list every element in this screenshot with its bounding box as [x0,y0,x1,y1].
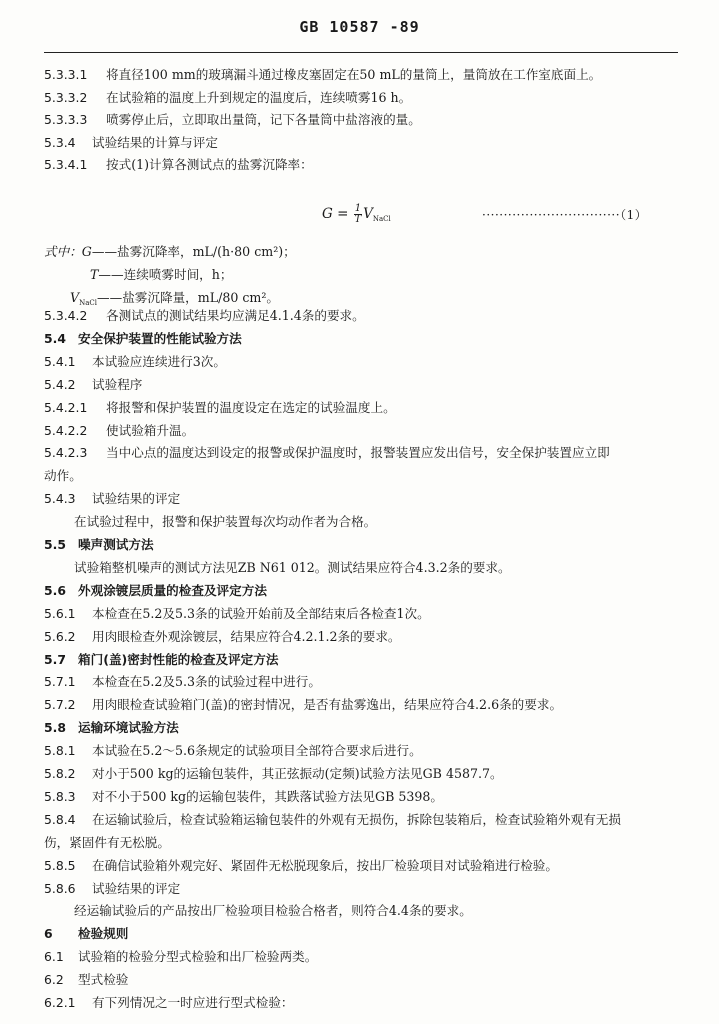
clause-text: 外观涂镀层质量的检查及评定方法 [78,582,267,598]
clause-text: 型式检验 [78,972,129,988]
text-line [44,308,365,324]
clause-number: 5.6 [44,582,66,598]
clause-number: 5.4.2.1 [44,399,88,415]
text-line [44,720,179,736]
text-line [44,377,142,393]
text-line [44,90,411,106]
text-line [44,926,128,942]
text-line [44,400,396,416]
clause-text: 试验程序 [92,376,143,392]
clause-text: 安全保护装置的性能试验方法 [78,330,242,346]
text-line [44,674,321,690]
clause-number: 5.7.2 [44,697,76,713]
clause-text: 喷雾停止后，立即取出量筒，记下各量筒中盐溶液的量。 [106,112,421,128]
clause-text: 各测试点的测试结果均应满足4.1.4条的要求。 [106,308,365,323]
clause-number: 5.8.5 [44,857,76,873]
clause-number: 6.1 [44,949,64,965]
clause-number: 5.8.1 [44,743,76,759]
formula-number: （1） [620,208,648,222]
definition-line [70,287,279,307]
text-line [44,491,180,507]
clause-text: 动作。 [44,468,82,484]
text-line [44,157,313,173]
clause-number: 6.2 [44,972,64,988]
text-line [44,583,267,599]
clause-text: 伤，紧固件有无松脱。 [44,834,170,850]
clause-number: 5.8.2 [44,766,76,781]
clause-number: 5.3.4.1 [44,157,88,173]
text-line [44,789,443,805]
clause-number: 5.4.2.3 [44,445,88,461]
clause-number: 6 [44,926,53,942]
clause-text: 按式(1)计算各测试点的盐雾沉降率： [106,157,313,173]
clause-text: 检验规则 [78,926,129,942]
clause-number: 5.4.2.2 [44,422,88,438]
text-line [44,135,218,151]
formula-leader [482,206,647,223]
text-line [44,697,562,713]
text-line [44,67,601,83]
clause-text: 当中心点的温度达到设定的报警或保护温度时，报警装置应发出信号，安全保护装置应立即 [106,445,610,461]
clause-text: 在试验过程中，报警和保护装置每次均动作者为合格。 [74,514,377,530]
clause-number: 5.8.6 [44,880,76,896]
frac-den: T [354,214,362,225]
definition-symbol: V [70,290,80,305]
clause-text: 使试验箱升温。 [106,422,195,438]
frac-num: 1 [354,203,362,214]
clause-text: 用肉眼检查试验箱门(盖)的密封情况，是否有盐雾逸出，结果应符合4.2.6条的要求。 [92,697,563,713]
clause-text: 对不小于500 kg的运输包装件，其跌落试验方法见GB 5398。 [92,788,443,804]
clause-text: 试验结果的计算与评定 [92,134,218,150]
clause-text: 用肉眼检查外观涂镀层，结果应符合4.2.1.2条的要求。 [92,628,401,644]
clause-text: 试验箱的检验分型式检验和出厂检验两类。 [78,949,318,965]
clause-number: 5.8.4 [44,811,76,827]
clause-text: 试验结果的评定 [92,880,181,896]
text-line [44,606,430,622]
text-line [44,652,278,668]
clause-number: 5.4.3 [44,491,76,507]
text-line [44,972,128,988]
clause-number: 5.6.1 [44,605,76,621]
definition-symbol: 式中：G [44,244,92,259]
page-header: GB 10587 -89 [299,18,420,36]
clause-text: 本检查在5.2及5.3条的试验开始前及全部结束后各检查1次。 [92,605,430,621]
text-line [44,812,621,828]
text-line [44,629,401,645]
definition-text: ——连续喷雾时间，h； [98,267,233,282]
clause-text: 噪声测试方法 [78,537,154,552]
clause-text: 在运输试验后，检查试验箱运输包装件的外观有无损伤，拆除包装箱后，检查试验箱外观有无损 [92,811,621,827]
definition-text: ——盐雾沉降率，mL/(h·80 cm²)； [91,244,296,259]
formula-dots: ································ [482,208,621,222]
definition-text: ——盐雾沉降量，mL/80 cm²。 [97,290,279,305]
clause-number: 5.8 [44,720,66,736]
clause-number: 5.7.1 [44,674,76,690]
clause-number: 5.3.3.3 [44,112,88,128]
text-line [74,514,376,530]
text-line [44,423,194,439]
text-line [44,112,421,128]
clause-text: 在确信试验箱外观完好、紧固件无松脱现象后，按出厂检验项目对试验箱进行检验。 [92,857,558,873]
clause-number: 5.7 [44,651,66,667]
clause-number: 5.3.3.1 [44,67,88,82]
formula-lhs: G [322,206,333,222]
definition-line [90,264,232,283]
text-line [44,537,154,553]
text-line [44,743,422,759]
text-line [74,903,472,919]
clause-number: 5.4.2 [44,376,76,392]
header-rule [44,52,678,53]
clause-text: 本试验在5.2～5.6条规定的试验项目全部符合要求后进行。 [92,743,422,759]
text-line [44,766,503,782]
clause-text: 有下列情况之一时应进行型式检验： [92,995,294,1010]
text-line [44,468,82,484]
clause-text: 经运输试验后的产品按出厂检验项目检验合格者，则符合4.4条的要求。 [74,903,472,919]
text-line [74,560,511,576]
text-line [44,445,610,461]
definition-symbol: T [90,267,99,282]
clause-number: 5.3.4.2 [44,308,88,323]
text-line [44,835,170,851]
clause-number: 5.3.3.2 [44,89,88,105]
text-line [44,881,180,897]
text-line [44,331,242,347]
text-line [44,949,317,965]
formula-1 [322,204,391,225]
clause-text: 本检查在5.2及5.3条的试验过程中进行。 [92,674,321,690]
clause-text: 在试验箱的温度上升到规定的温度后，连续喷雾16 h。 [106,89,412,105]
clause-number: 5.6.2 [44,628,76,644]
definition-line [44,241,296,260]
clause-text: 将报警和保护装置的温度设定在选定的试验温度上。 [106,399,396,415]
clause-number: 5.5 [44,537,66,552]
clause-number: 5.4.1 [44,353,76,369]
formula-rhs-sub: NaCl [372,215,391,223]
text-line [44,858,558,874]
clause-number: 5.3.4 [44,134,76,150]
formula-eq: = [337,206,349,222]
clause-text: 对小于500 kg的运输包装件，其正弦振动(定频)试验方法见GB 4587.7。 [92,766,503,781]
clause-text: 将直径100 mm的玻璃漏斗通过橡皮塞固定在50 mL的量筒上，量筒放在工作室底面上。 [106,67,602,82]
clause-text: 试验结果的评定 [92,491,181,507]
formula-rhs: V [363,206,373,222]
text-line [44,354,226,370]
formula-fraction [354,204,362,225]
clause-text: 箱门(盖)密封性能的检查及评定方法 [78,651,279,667]
definition-subscript: NaCl [79,299,98,307]
clause-number: 5.4 [44,330,66,346]
clause-number: 6.2.1 [44,995,76,1010]
text-line [44,995,294,1011]
clause-text: 本试验应连续进行3次。 [92,353,226,369]
clause-text: 运输环境试验方法 [78,720,179,736]
clause-text: 试验箱整机噪声的测试方法见ZB N61 012。测试结果应符合4.3.2条的要求。 [74,559,511,575]
clause-number: 5.8.3 [44,788,76,804]
